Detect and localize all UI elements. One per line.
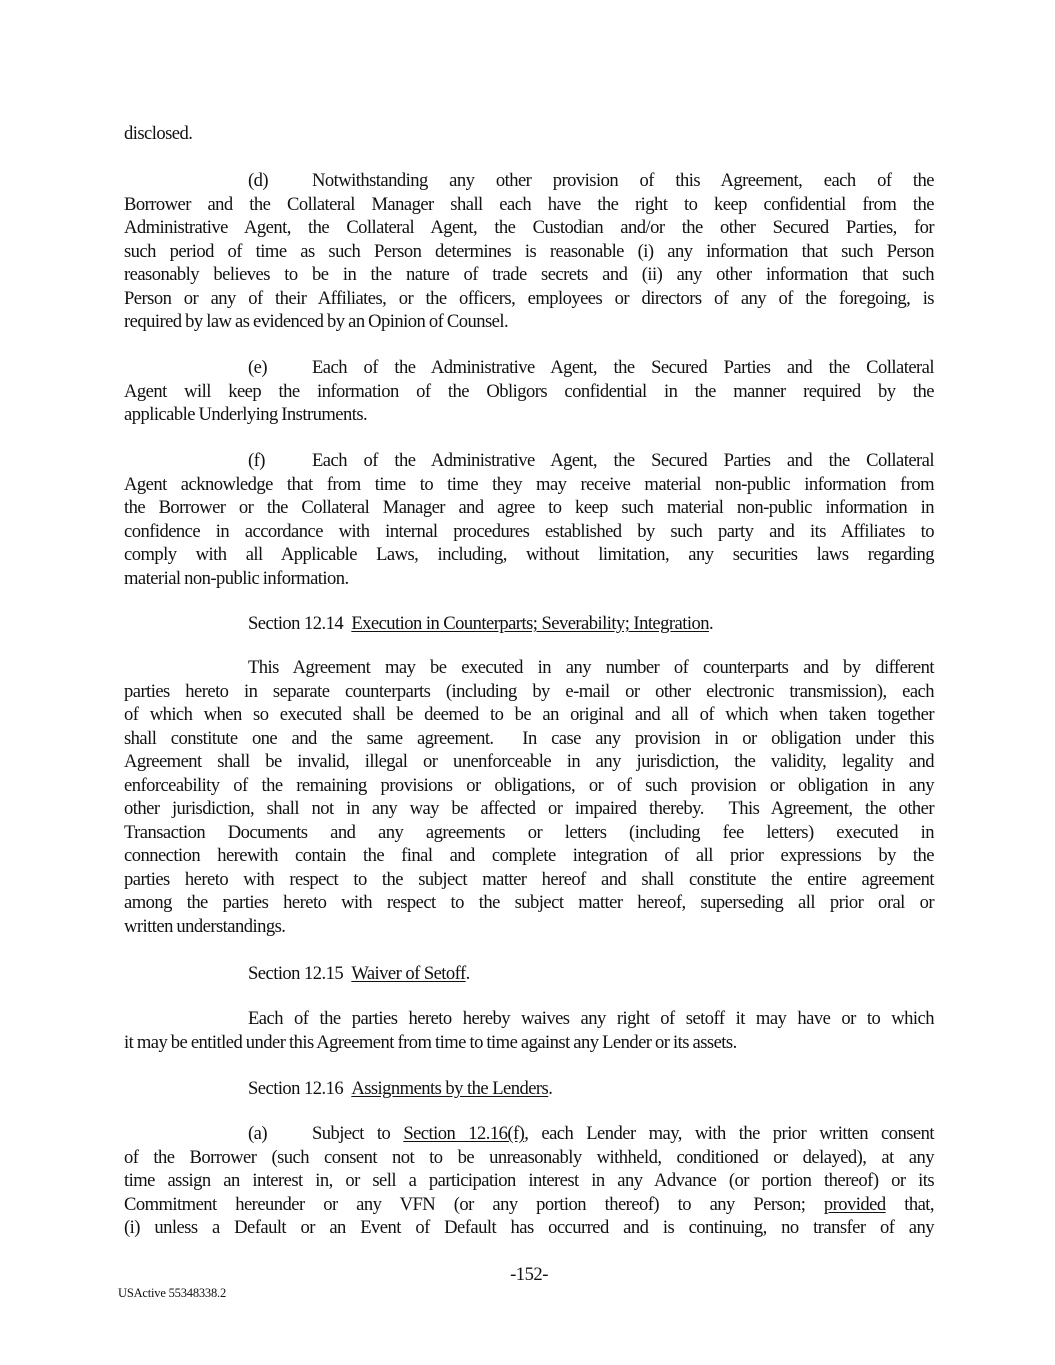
text-line: among the parties hereto with respect to the subject matter hereof, superseding all prior oral or (124, 892, 934, 913)
page-number: -152- (510, 1264, 548, 1285)
text-line: enforceability of the remaining provisions or obligations, or of such provision or obligation in any (124, 774, 934, 796)
text-line: disclosed. (124, 123, 193, 144)
text-line: Administrative Agent, the Collateral Agent, the Custodian and/or the other Secured Parties, for (124, 217, 934, 238)
text-line: of the Borrower (such consent not to be unreasonably withheld, conditioned or delayed), at any (124, 1146, 934, 1168)
paragraph-e (124, 356, 934, 427)
section-12-15-body (124, 1007, 934, 1054)
section-title: Assignments by the Lenders (351, 1078, 549, 1099)
section-number: Section 12.16 (248, 1078, 344, 1099)
text-line: (i) unless a Default or an Event of Default has occurred and is continuing, no transfer of any (124, 1217, 934, 1238)
text-line: Each of the Administrative Agent, the Secured Parties and the Collateral (312, 357, 934, 378)
section-heading-12-14: Section 12.14 Execution in Counterparts; Severability; Integration. (248, 613, 714, 634)
text-line: written understandings. (124, 915, 286, 937)
section-heading-12-16: Section 12.16 Assignments by the Lenders. (248, 1078, 553, 1099)
text-line: material non-public information. (124, 567, 349, 589)
section-title: Waiver of Setoff (351, 963, 466, 984)
text-line: it may be entitled under this Agreement from time to time against any Lender or its assets. (124, 1031, 737, 1053)
text-line: the Borrower or the Collateral Manager and agree to keep such material non-public information in (124, 497, 934, 518)
text-line: applicable Underlying Instruments. (124, 404, 368, 425)
text-line: Each of the parties hereto hereby waives any right of setoff it may have or to which (248, 1008, 934, 1029)
section-heading-12-15: Section 12.15 Waiver of Setoff. (248, 963, 470, 984)
text-line: Person or any of their Affiliates, or the officers, employees or directors of any of the foregoing, is (124, 287, 934, 309)
paragraph-fragment (124, 122, 934, 146)
text-line: such period of time as such Person determines is reasonable (i) any information that such Person (124, 240, 934, 262)
text-line: Agent acknowledge that from time to time they may receive material non-public information from (124, 473, 934, 495)
enum-label: (d) (248, 170, 269, 191)
paragraph-f (124, 449, 934, 590)
text-line: of which when so executed shall be deemed to be an original and all of which when taken together (124, 704, 934, 725)
section-title: Execution in Counterparts; Severability; Integration (351, 613, 709, 634)
text-line: Notwithstanding any other provision of this Agreement, each of the (312, 170, 934, 191)
text-line: other jurisdiction, shall not in any way be affected or impaired thereby. This Agreement, the other (124, 798, 934, 819)
text-line: time assign an interest in, or sell a participation interest in any Advance (or portion thereof) or its (124, 1170, 934, 1191)
text-line: comply with all Applicable Laws, including, without limitation, any securities laws regarding (124, 544, 934, 565)
section-number: Section 12.15 (248, 963, 344, 984)
text-line: Agent will keep the information of the Obligors confidential in the manner required by the (124, 380, 934, 402)
text-line: required by law as evidenced by an Opinion of Counsel. (124, 311, 509, 332)
enum-label: (e) (248, 357, 267, 378)
enum-label: (a) (248, 1123, 267, 1144)
provided-term: provided (823, 1193, 886, 1215)
section-number: Section 12.14 (248, 613, 344, 634)
text-line: reasonably believes to be in the nature of trade secrets and (ii) any other information that such (124, 264, 934, 285)
text-line: parties hereto with respect to the subject matter hereof and shall constitute the entire agreement (124, 868, 934, 890)
text-line: parties hereto in separate counterparts (including by e-mail or other electronic transmission), each (124, 680, 934, 702)
text-line: Each of the Administrative Agent, the Secured Parties and the Collateral (312, 450, 934, 471)
section-12-16-paragraph-a: (a) Subject to Section 12.16(f), each Lender may, with the prior written consent of the Borrower (such consent not to be unreasonably withheld, conditioned or delayed), at any time assign an interest in, or sell a participation interest in any Advance (or portion thereof) or its Commitment hereunder or any VFN (or any portion thereof) to any Person; provided that, (i) unless a Default or an Event of Default has occurred and is continuing, no transfer of any (124, 1123, 934, 1238)
text-line: Borrower and the Collateral Manager shall each have the right to keep confidential from the (124, 193, 934, 215)
text-line: confidence in accordance with internal procedures established by such party and its Affiliates to (124, 520, 934, 542)
paragraph-d (124, 169, 934, 334)
text-line: This Agreement may be executed in any number of counterparts and by different (248, 657, 934, 678)
text-line: connection herewith contain the final and complete integration of all prior expressions by the (124, 845, 934, 866)
enum-label: (f) (248, 450, 265, 471)
text-line: Agreement shall be invalid, illegal or unenforceable in any jurisdiction, the validity, legality and (124, 751, 934, 772)
section-12-14-body (124, 656, 934, 938)
text-line: Transaction Documents and any agreements or letters (including fee letters) executed in (124, 821, 934, 843)
document-footer-id: USActive 55348338.2 (118, 1286, 226, 1300)
text-line: shall constitute one and the same agreement. In case any provision in or obligation under this (124, 727, 934, 749)
cross-reference: Section 12.16(f) (403, 1123, 525, 1144)
